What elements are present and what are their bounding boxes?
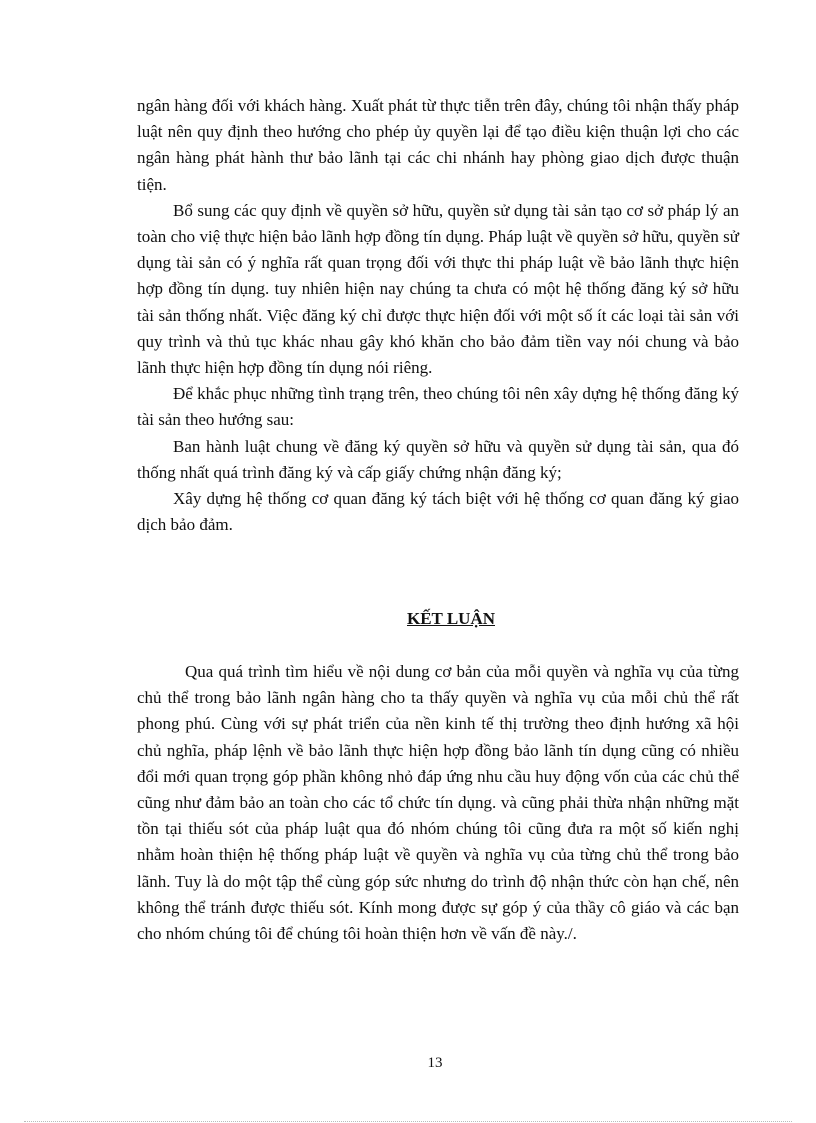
body-section bbox=[137, 93, 739, 538]
paragraph-general-law: Ban hành luật chung về đăng ký quyền sở hữu và quyền sử dụng tài sản, qua đó thống nhất quá trình đăng ký và cấp giấy chứng nhận đăng ký; bbox=[137, 436, 739, 482]
paragraph-registration-system: Xây dựng hệ thống cơ quan đăng ký tách biệt với hệ thống cơ quan đăng ký giao dịch bảo đảm. bbox=[137, 489, 739, 535]
paragraph-continuation: ngân hàng đối với khách hàng. Xuất phát từ thực tiễn trên đây, chúng tôi nhận thấy pháp luật nên quy định theo hướng cho phép ủy quyền lại để tạo điều kiện thuận lợi cho các ngân hàng phát hành thư bảo lãnh tại các chi nhánh hay phòng giao dịch được thuận tiện. bbox=[137, 96, 739, 194]
page-number: 13 bbox=[427, 1055, 443, 1071]
conclusion-paragraph: Qua quá trình tìm hiểu về nội dung cơ bản của mỗi quyền và nghĩa vụ của từng chủ thể trong bảo lãnh ngân hàng cho ta thấy quyền và nghĩa vụ của mỗi chủ thể rất phong phú. Cùng với sự phát triển của nền kinh tế thị trường theo định hướng xã hội chủ nghĩa, pháp lệnh về bảo lãnh thực hiện hợp đồng bảo lãnh tín dụng cũng có nhiều đổi mới quan trọng góp phần không nhỏ đáp ứng nhu cầu huy động vốn của các chủ thể cũng như đảm bảo an toàn cho các tổ chức tín dụng. và cũng phải thừa nhận những mặt tồn tại thiếu sót của pháp luật qua đó nhóm chúng tôi cũng đưa ra một số kiến nghị nhằm hoàn thiện hệ thống pháp luật về quyền và nghĩa vụ của từng chủ thể trong bảo lãnh. Tuy là do một tập thể cùng góp sức nhưng do trình độ nhận thức còn hạn chế, nên không thể tránh được thiếu sót. Kính mong được sự góp ý của thầy cô giáo và các bạn cho nhóm chúng tôi để chúng tôi hoàn thiện hơn về vấn đề này./. bbox=[137, 662, 739, 944]
paragraph-ownership-rules: Bổ sung các quy định về quyền sở hữu, quyền sử dụng tài sản tạo cơ sở pháp lý an toàn cho việ thực hiện bảo lãnh hợp đồng tín dụng. Pháp luật về quyền sở hữu, quyền sử dụng tài sản có ý nghĩa rất quan trọng đối với thực thi pháp luật về bảo lãnh thực hiện hợp đồng tín dụng. tuy nhiên hiện nay chúng ta chưa có một hệ thống đăng ký sở hữu tài sản thống nhất. Việc đăng ký chỉ được thực hiện đối với một số ít các loại tài sản với quy trình và thủ tục khác nhau gây khó khăn cho bảo đảm tiền vay nói chung và bảo lãnh thực hiện hợp đồng tín dụng nói riêng. bbox=[137, 200, 739, 378]
paragraph-registration-intro: Để khắc phục những tình trạng trên, theo chúng tôi nên xây dựng hệ thống đăng ký tài sản theo hướng sau: bbox=[137, 384, 739, 430]
conclusion-heading: KẾT LUẬN bbox=[406, 609, 495, 628]
conclusion-section bbox=[137, 659, 739, 947]
footer-divider bbox=[24, 1121, 792, 1122]
